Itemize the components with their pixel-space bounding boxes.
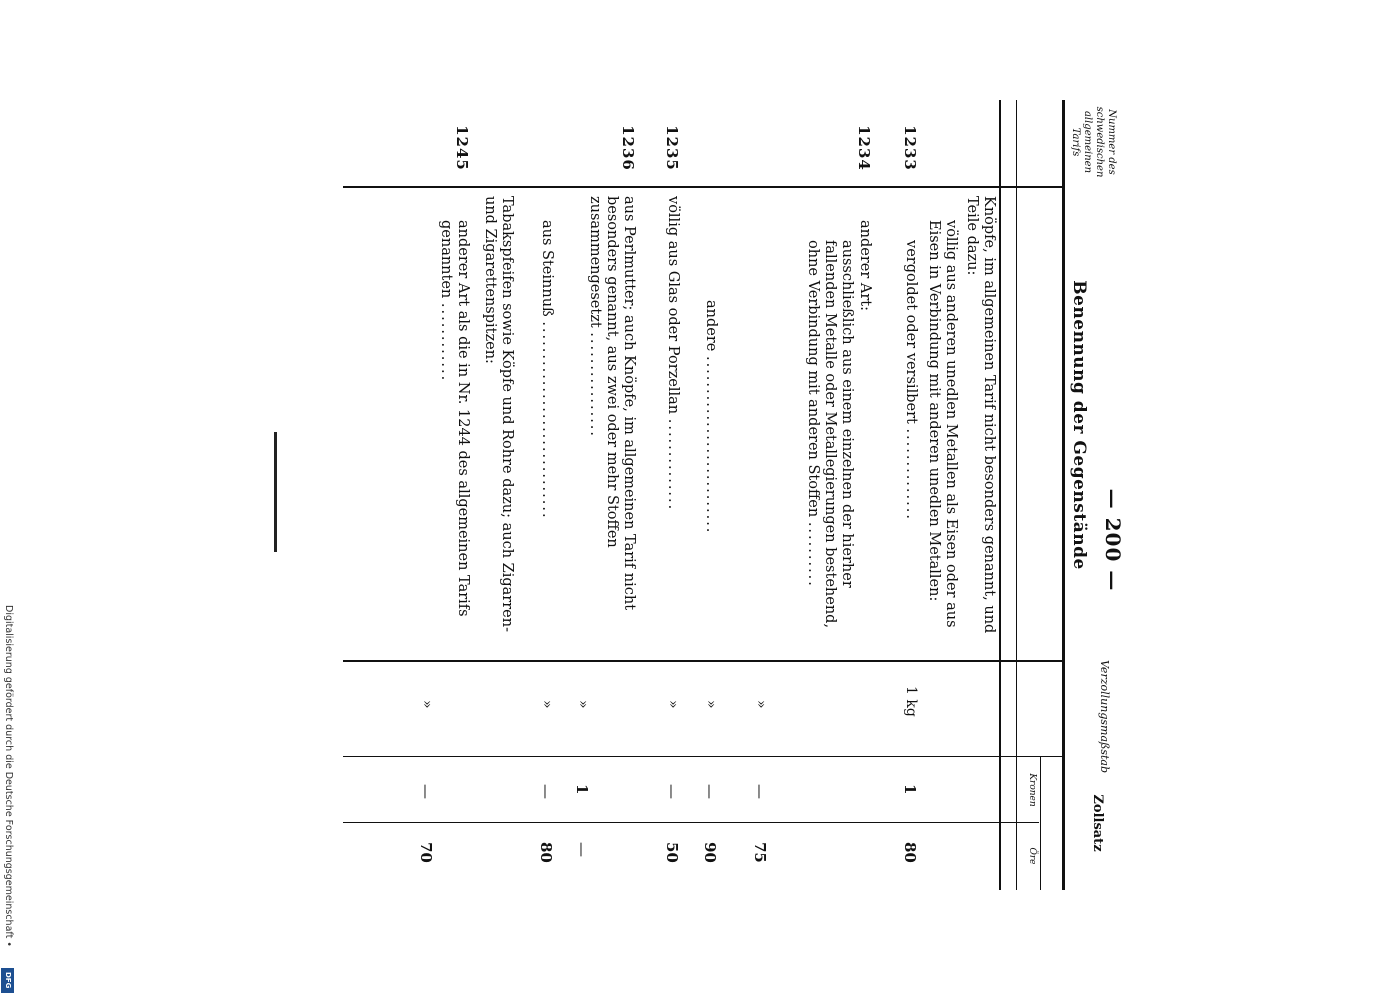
header-kronen: Kronen bbox=[1027, 773, 1037, 807]
leader-dots: .............. bbox=[665, 418, 681, 512]
row-ore: 75 bbox=[751, 842, 769, 863]
row-description: anderer Art: bbox=[857, 220, 873, 312]
row-unit: » bbox=[539, 700, 555, 709]
row-ore: — bbox=[573, 842, 591, 857]
row-ore: 80 bbox=[901, 842, 919, 863]
page-number: — 200 — bbox=[1101, 488, 1125, 592]
tariff-page bbox=[345, 100, 1125, 890]
zollsatz-split-rule bbox=[1040, 756, 1041, 890]
col-divider-nr bbox=[343, 186, 1063, 188]
row-kronen: — bbox=[663, 784, 681, 799]
row-unit: » bbox=[665, 700, 681, 709]
row-description: Tabakspfeifen sowie Köpfe und Rohre dazu; auch Zigarren- und Zigarettenspitzen: bbox=[482, 196, 515, 632]
tariff-number: 1235 bbox=[663, 125, 681, 171]
row-description: ausschließlich aus einem einzelnen der hierher fallenden Metalle oder Metallegierungen bestehend, ohne Verbindung mit anderen Stoffen .......... bbox=[805, 240, 855, 629]
row-unit: 1 kg bbox=[903, 686, 919, 717]
header-ore: Öre bbox=[1027, 847, 1037, 865]
row-description: völlig aus anderen unedlen Metallen als Eisen oder aus Eisen in Verbindung mit anderen unedlen Metallen: bbox=[926, 220, 959, 628]
row-unit: » bbox=[419, 700, 435, 709]
tariff-number: 1234 bbox=[855, 125, 873, 171]
row-unit: » bbox=[753, 700, 769, 709]
tariff-number: 1245 bbox=[453, 125, 471, 171]
dfg-logo: DFG bbox=[1, 968, 14, 993]
row-kronen: 1 bbox=[901, 784, 919, 795]
row-ore: 50 bbox=[663, 842, 681, 863]
tariff-number: 1233 bbox=[901, 125, 919, 171]
header-zollsatz: Zollsatz bbox=[1090, 794, 1105, 852]
dfg-funding-note: Digitalisierung gefördert durch die Deutsche Forschungsgemeinschaft • bbox=[3, 605, 14, 947]
row-unit: » bbox=[703, 700, 719, 709]
col-divider-desc bbox=[343, 660, 1063, 662]
row-description: anderer Art als die in Nr. 1244 des allgemeinen Tarifs genannten ............ bbox=[438, 220, 471, 617]
row-kronen: — bbox=[537, 784, 555, 799]
row-description: aus Steinnuß .............................. bbox=[539, 220, 555, 520]
header-benennung: Benennung der Gegenstände bbox=[1069, 280, 1089, 570]
header-mass: Verzollungsmaßstab bbox=[1098, 660, 1111, 774]
row-kronen: 1 bbox=[573, 784, 591, 795]
row-ore: 90 bbox=[701, 842, 719, 863]
row-description: aus Perlmutter; auch Knöpfe, im allgemeinen Tarif nicht besonders genannt, aus zwei oder mehr Stoffen zusammengesetzt ................ bbox=[587, 196, 637, 611]
row-description: andere ........................... bbox=[703, 300, 719, 535]
row-description: vergoldet oder versilbert .............. bbox=[903, 240, 919, 521]
row-ore: 80 bbox=[537, 842, 555, 863]
row-kronen: — bbox=[751, 784, 769, 799]
row-description: völlig aus Glas oder Porzellan .............. bbox=[665, 196, 681, 512]
row-kronen: — bbox=[701, 784, 719, 799]
page-edge-mark bbox=[274, 432, 277, 552]
leader-dots: .......... bbox=[805, 521, 821, 588]
row-description: Knöpfe, im allgemeinen Tarif nicht besonders genannt, und Teile dazu: bbox=[964, 196, 997, 634]
leader-dots: ............ bbox=[438, 302, 454, 383]
col-divider-kronen bbox=[343, 822, 1039, 823]
row-kronen: — bbox=[417, 784, 435, 799]
header-bottom-rule bbox=[1016, 100, 1017, 890]
leader-dots: .............................. bbox=[539, 321, 555, 520]
row-unit: » bbox=[575, 700, 591, 709]
header-separator bbox=[999, 100, 1001, 890]
col-divider-mass bbox=[343, 756, 1063, 757]
leader-dots: ........................... bbox=[703, 355, 719, 535]
leader-dots: ................ bbox=[587, 332, 603, 439]
header-nr: Nummer des schwedischen allgemeinen Tarifs bbox=[1070, 106, 1117, 178]
table-top-rule bbox=[1062, 100, 1065, 890]
row-ore: 70 bbox=[417, 842, 435, 863]
tariff-number: 1236 bbox=[619, 125, 637, 171]
leader-dots: .............. bbox=[903, 428, 919, 521]
